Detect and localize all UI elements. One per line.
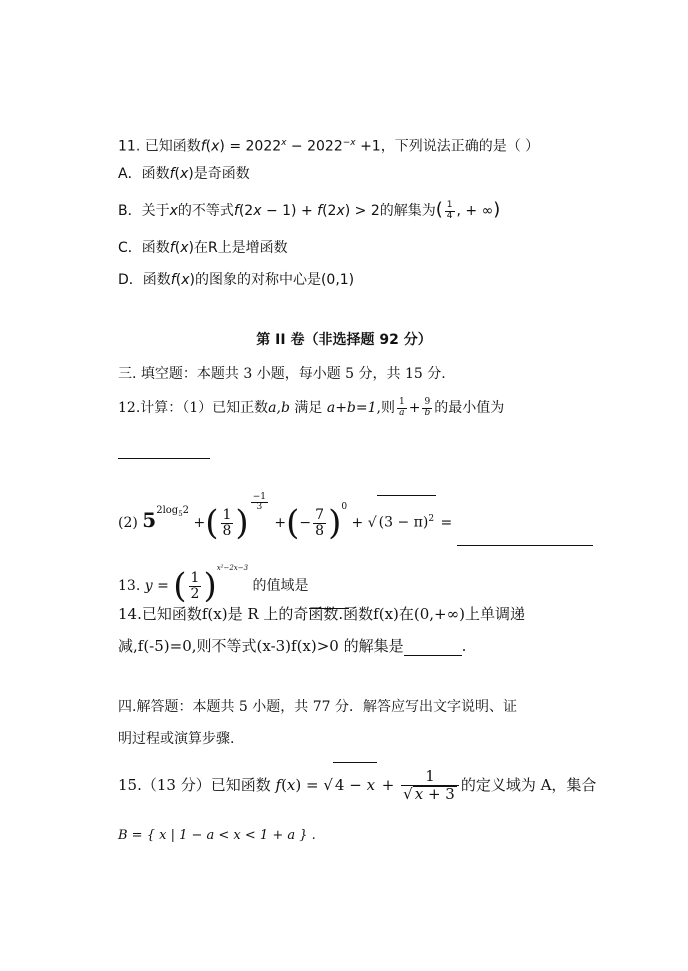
q11-option-b-end: 的解集为 — [379, 203, 436, 219]
q12-part2-answer-blank — [457, 517, 593, 546]
q14-line2: 减,f(-5)=0,则不等式(x-3)f(x)>0 的解集是 . — [118, 637, 467, 655]
q11-stem-a: 11. 已知函数 — [118, 138, 201, 155]
q12-stem: 12.计算：（1）已知正数a,b 满足 a+b=1,则 $\frac{1}{a}$ + $\frac{9}{b}$ 的最小值为 — [118, 397, 505, 418]
q14-line1: 14.已知函数f(x)是 R 上的奇函数.函数f(x)在(0,+∞)上单调递 — [118, 605, 525, 623]
q11-option-a-end: 是奇函数 — [193, 166, 250, 182]
q11-option-c-end: 上是增函数 — [217, 240, 288, 256]
q12-part2: (2) $5^{2log_52}$ +( $\frac{1}{8}$ ) $^{\frac{-1}{3}}$ +(− $\frac{7}{8}$ )$^0$ + √ $(3 - \pi)^2$ = — [118, 484, 593, 530]
q12-part2-label: (2) — [118, 515, 138, 531]
q15-stem: 15.（13 分）已知函数 f(x) = √ 4 − x + $\frac{1}{√ x + 3}$ 的定义域为 A，集合 — [118, 762, 596, 806]
q12-cond: 满足 — [294, 400, 323, 416]
q12-then: ,则 — [376, 400, 395, 416]
q13-number: 13. — [118, 578, 141, 594]
q13-end: 的值域是 — [252, 578, 309, 594]
one-quarter-fraction: $\frac{1}{4}$ — [446, 200, 453, 221]
q12-end: 的最小值为 — [434, 400, 505, 416]
fill-in-header: 三. 填空题：本题共 3 小题，每小题 5 分，共 15 分. — [118, 366, 446, 382]
q14-answer-blank — [404, 639, 462, 656]
q12-answer-blank — [118, 458, 210, 459]
fraction-1-over-a: $\frac{1}{a}$ — [398, 397, 405, 418]
solve-header-line1: 四.解答题：本题共 5 小题，共 77 分．解答应写出文字说明、证 — [118, 699, 517, 715]
q15-set-b: B = { x | 1 − a < x < 1 + a } . — [118, 828, 316, 843]
q15-stem-text: 15.（13 分）已知函数 — [118, 776, 271, 794]
q11-option-c-label: C．函数 — [118, 240, 170, 256]
q15-mid: 的定义域为 A，集合 — [460, 776, 597, 794]
q13: 13. y = ( $\frac{1}{2}$ )$^{x^2-2x-3}$ 的值域是 — [118, 545, 349, 591]
q11-option-d-label: D．函数 — [118, 272, 171, 288]
q11-option-c: C．函数f(x)在R上是增函数 — [118, 240, 288, 256]
q11-option-a-label: A．函数 — [118, 166, 170, 182]
q11-stem: 11. 已知函数$f(x) = 2022^x - 2022^{-x} +1$，下列说法正确的是（ ） — [118, 138, 540, 155]
section-title: 第 II 卷（非选择题 92 分） — [256, 332, 432, 348]
q12-stem-text: 12.计算：（1）已知正数 — [118, 400, 269, 416]
q11-option-a: A．函数f(x)是奇函数 — [118, 166, 250, 182]
fraction-9-over-b: $\frac{9}{b}$ — [424, 397, 431, 418]
q11-stem-b: ，下列说法正确的是（ ） — [380, 138, 540, 155]
q11-option-d-end: 的图象的对称中心是(0,1) — [194, 272, 355, 288]
q14-line2-text: 减,f(-5)=0,则不等式(x-3)f(x)>0 的解集是 — [118, 637, 404, 655]
q11-option-b-mid: 的不等式 — [177, 203, 234, 219]
q12-cond-expr: a+b=1 — [326, 400, 377, 416]
q11-function: f — [200, 138, 206, 155]
solve-header-line2: 明过程或演算步骤. — [118, 731, 235, 747]
q11-option-d: D．函数f(x)的图象的对称中心是(0,1) — [118, 272, 355, 288]
q11-option-b: B．关于x的不等式f(2x − 1) + f(2x) > 2的解集为( $\frac{1}{4}$ , + ∞) — [118, 199, 501, 221]
q11-option-b-label: B．关于 — [118, 203, 170, 219]
